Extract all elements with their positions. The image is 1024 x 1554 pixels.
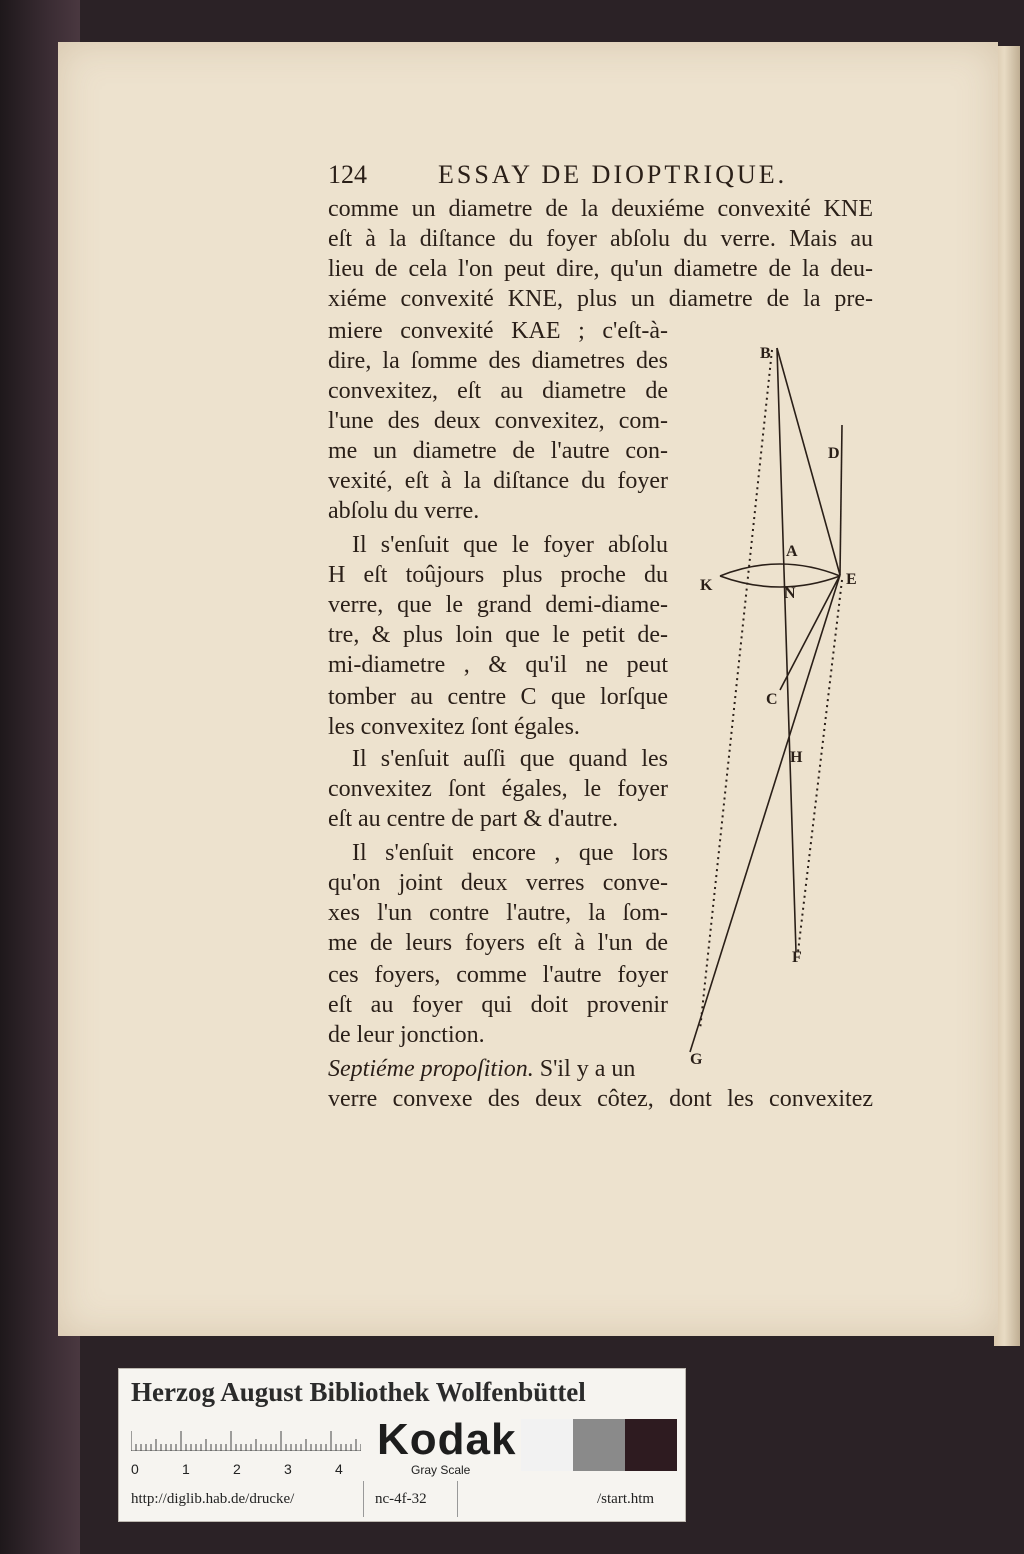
body-line: ces foyers, comme l'autre foyer <box>328 962 668 988</box>
lens-diagram-svg <box>680 330 880 1070</box>
body-line: xes l'un contre l'autre, la ſom- <box>328 900 668 926</box>
kodak-logo: Kodak <box>377 1415 517 1464</box>
url-shelfmark: nc-4f-32 <box>375 1491 427 1507</box>
optical-axis-line <box>777 348 796 952</box>
final-line: verre convexe des deux côtez, dont les convexitez <box>328 1086 873 1112</box>
ruler-number: 4 <box>335 1461 343 1477</box>
lens-upper-curve <box>720 564 840 576</box>
body-line: convexitez, eſt au diametre de <box>328 378 668 404</box>
body-line: xiéme convexité KNE, plus un diametre de la pre- <box>328 286 873 312</box>
ruler-number: 0 <box>131 1461 139 1477</box>
body-line: mi-diametre , & qu'il ne peut <box>328 652 668 678</box>
body-line: dire, la ſomme des diametres des <box>328 348 668 374</box>
scale-ruler <box>131 1421 361 1451</box>
body-line: les convexitez ſont égales. <box>328 714 580 740</box>
body-line: me de leurs foyers eſt à l'un de <box>328 930 668 956</box>
body-line: H eſt toûjours plus proche du <box>328 562 668 588</box>
library-color-card <box>118 1368 686 1522</box>
ruler-number: 1 <box>182 1461 190 1477</box>
ray-e-g <box>690 575 840 1052</box>
running-header <box>328 160 873 194</box>
gray-scale-label: Gray Scale <box>411 1463 471 1477</box>
dotted-ray-right <box>798 580 842 952</box>
label-b: B <box>760 345 771 362</box>
label-g: G <box>690 1051 703 1068</box>
body-line: Il s'enſuit que le foyer abſolu <box>352 532 668 558</box>
label-h: H <box>790 749 803 766</box>
body-line: comme un diametre de la deuxiéme convexité KNE <box>328 196 873 222</box>
label-a: A <box>786 543 798 560</box>
body-line: verre, que le grand demi-diame- <box>328 592 668 618</box>
gray-swatch-mid <box>573 1419 625 1471</box>
body-line: de leur jonction. <box>328 1022 485 1048</box>
url-suffix: /start.htm <box>597 1491 655 1507</box>
body-line: l'une des deux convexitez, com- <box>328 408 668 434</box>
gray-swatch-dark <box>625 1419 677 1471</box>
body-line: vexité, eſt à la diſtance du foyer <box>328 468 668 494</box>
label-n: N <box>784 585 796 602</box>
gray-swatch-white <box>521 1419 573 1471</box>
proposition-text: S'il y a un <box>533 1056 636 1082</box>
ray-d-e <box>840 425 842 575</box>
body-line: lieu de cela l'on peut dire, qu'un diametre de la deu- <box>328 256 873 282</box>
page-number: 124 <box>328 160 367 189</box>
proposition-line <box>328 1056 668 1083</box>
label-k: K <box>700 577 713 594</box>
body-line: eſt au foyer qui doit provenir <box>328 992 668 1018</box>
body-line: eſt à la diſtance du foyer abſolu du verre. Mais au <box>328 226 873 252</box>
ruler-number: 3 <box>284 1461 292 1477</box>
dotted-ray-left <box>700 350 772 1030</box>
lens-lower-curve <box>720 576 840 587</box>
body-line: Il s'enſuit encore , que lors <box>352 840 668 866</box>
body-line: convexitez ſont égales, le foyer <box>328 776 668 802</box>
body-line: qu'on joint deux verres conve- <box>328 870 668 896</box>
body-line: miere convexité KAE ; c'eſt-à- <box>328 318 668 344</box>
body-line: me un diametre de l'autre con- <box>328 438 668 464</box>
running-title: ESSAY DE DIOPTRIQUE. <box>438 160 788 189</box>
label-d: D <box>828 445 840 462</box>
body-line: eſt au centre de part & d'autre. <box>328 806 619 832</box>
body-line: tomber au centre C que lorſque <box>328 684 668 710</box>
proposition-label: Septiéme propoſition. <box>328 1056 534 1082</box>
library-name: Herzog August Bibliothek Wolfenbüttel <box>131 1377 586 1407</box>
lens-diagram <box>680 330 880 1070</box>
body-line: Il s'enſuit auſſi que quand les <box>352 746 668 772</box>
body-line: abſolu du verre. <box>328 498 480 524</box>
ruler-number: 2 <box>233 1461 241 1477</box>
label-e: E <box>846 571 857 588</box>
label-f: F <box>792 949 802 966</box>
url-prefix: http://diglib.hab.de/drucke/ <box>131 1491 295 1507</box>
label-c: C <box>766 691 778 708</box>
body-line: tre, & plus loin que le petit de- <box>328 622 668 648</box>
